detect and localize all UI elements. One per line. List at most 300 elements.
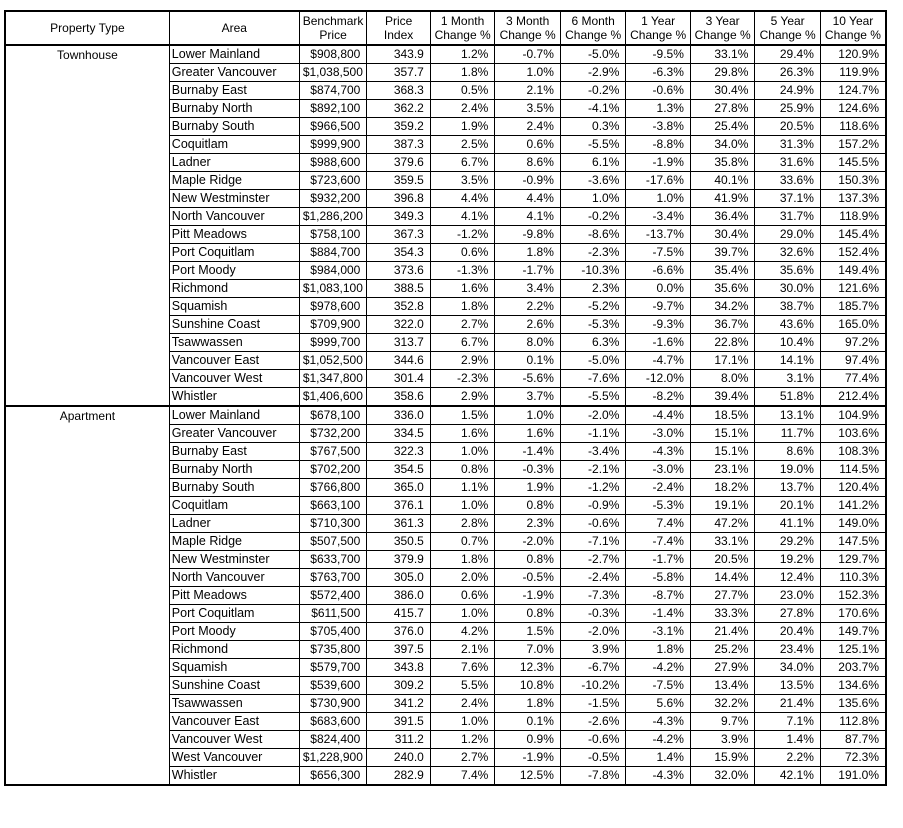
area-cell: Burnaby East	[169, 443, 299, 461]
value-cell: 0.8%	[430, 461, 495, 479]
value-cell: -2.1%	[560, 461, 626, 479]
value-cell: 2.7%	[430, 749, 495, 767]
area-cell: Tsawwassen	[169, 334, 299, 352]
value-cell: $1,083,100	[299, 280, 367, 298]
area-cell: New Westminster	[169, 551, 299, 569]
value-cell: $999,700	[299, 334, 367, 352]
header-price-index: Price Index	[367, 11, 431, 45]
value-cell: 334.5	[367, 425, 431, 443]
value-cell: 25.2%	[690, 641, 755, 659]
value-cell: -7.1%	[560, 533, 626, 551]
value-cell: 8.6%	[495, 154, 561, 172]
value-cell: 387.3	[367, 136, 431, 154]
area-cell: Coquitlam	[169, 497, 299, 515]
value-cell: 27.9%	[690, 659, 755, 677]
value-cell: -10.2%	[560, 677, 626, 695]
value-cell: -5.3%	[560, 316, 626, 334]
value-cell: 110.3%	[820, 569, 886, 587]
value-cell: -4.2%	[626, 731, 691, 749]
value-cell: -4.3%	[626, 713, 691, 731]
value-cell: -5.0%	[560, 45, 626, 64]
value-cell: -7.8%	[560, 767, 626, 786]
value-cell: 14.1%	[755, 352, 821, 370]
value-cell: 14.4%	[690, 569, 755, 587]
value-cell: 358.6	[367, 388, 431, 407]
value-cell: -2.4%	[626, 479, 691, 497]
value-cell: 1.6%	[430, 280, 495, 298]
area-cell: Burnaby South	[169, 479, 299, 497]
value-cell: 349.3	[367, 208, 431, 226]
value-cell: -4.2%	[626, 659, 691, 677]
value-cell: $966,500	[299, 118, 367, 136]
value-cell: 97.2%	[820, 334, 886, 352]
value-cell: 11.7%	[755, 425, 821, 443]
area-cell: Burnaby North	[169, 461, 299, 479]
value-cell: 388.5	[367, 280, 431, 298]
value-cell: 1.2%	[430, 731, 495, 749]
value-cell: 0.1%	[495, 713, 561, 731]
area-cell: Port Coquitlam	[169, 244, 299, 262]
value-cell: 35.6%	[755, 262, 821, 280]
value-cell: 121.6%	[820, 280, 886, 298]
value-cell: 30.0%	[755, 280, 821, 298]
value-cell: 145.5%	[820, 154, 886, 172]
value-cell: 2.5%	[430, 136, 495, 154]
value-cell: $702,200	[299, 461, 367, 479]
value-cell: -5.2%	[560, 298, 626, 316]
value-cell: $1,038,500	[299, 64, 367, 82]
value-cell: 341.2	[367, 695, 431, 713]
value-cell: 305.0	[367, 569, 431, 587]
value-cell: 33.1%	[690, 45, 755, 64]
value-cell: 2.3%	[495, 515, 561, 533]
value-cell: 12.5%	[495, 767, 561, 786]
value-cell: 397.5	[367, 641, 431, 659]
value-cell: 51.8%	[755, 388, 821, 407]
value-cell: 34.0%	[755, 659, 821, 677]
value-cell: 0.7%	[430, 533, 495, 551]
value-cell: 2.1%	[430, 641, 495, 659]
value-cell: 39.7%	[690, 244, 755, 262]
value-cell: -1.6%	[626, 334, 691, 352]
value-cell: 1.3%	[626, 100, 691, 118]
value-cell: 336.0	[367, 406, 431, 425]
area-cell: Port Coquitlam	[169, 605, 299, 623]
value-cell: 17.1%	[690, 352, 755, 370]
value-cell: -0.5%	[495, 569, 561, 587]
value-cell: $999,900	[299, 136, 367, 154]
value-cell: $767,500	[299, 443, 367, 461]
value-cell: 0.6%	[430, 244, 495, 262]
value-cell: 31.6%	[755, 154, 821, 172]
value-cell: $539,600	[299, 677, 367, 695]
value-cell: -0.9%	[495, 172, 561, 190]
value-cell: -0.2%	[560, 208, 626, 226]
value-cell: 344.6	[367, 352, 431, 370]
value-cell: $932,200	[299, 190, 367, 208]
value-cell: $683,600	[299, 713, 367, 731]
value-cell: 368.3	[367, 82, 431, 100]
header-area: Area	[169, 11, 299, 45]
value-cell: -6.3%	[626, 64, 691, 82]
value-cell: 309.2	[367, 677, 431, 695]
value-cell: 170.6%	[820, 605, 886, 623]
value-cell: 13.7%	[755, 479, 821, 497]
value-cell: 2.9%	[430, 352, 495, 370]
value-cell: 1.8%	[430, 298, 495, 316]
area-cell: Vancouver East	[169, 352, 299, 370]
value-cell: -1.4%	[495, 443, 561, 461]
value-cell: 1.8%	[430, 551, 495, 569]
value-cell: 1.9%	[430, 118, 495, 136]
value-cell: 9.7%	[690, 713, 755, 731]
value-cell: $709,900	[299, 316, 367, 334]
value-cell: 41.9%	[690, 190, 755, 208]
value-cell: -2.4%	[560, 569, 626, 587]
value-cell: 77.4%	[820, 370, 886, 388]
value-cell: 25.4%	[690, 118, 755, 136]
value-cell: -1.5%	[560, 695, 626, 713]
value-cell: 20.4%	[755, 623, 821, 641]
value-cell: $874,700	[299, 82, 367, 100]
area-cell: Sunshine Coast	[169, 677, 299, 695]
value-cell: -0.9%	[560, 497, 626, 515]
area-cell: Vancouver West	[169, 370, 299, 388]
value-cell: 23.4%	[755, 641, 821, 659]
value-cell: 1.8%	[430, 64, 495, 82]
value-cell: -0.3%	[560, 605, 626, 623]
value-cell: 3.7%	[495, 388, 561, 407]
value-cell: 124.7%	[820, 82, 886, 100]
value-cell: -0.5%	[560, 749, 626, 767]
value-cell: 47.2%	[690, 515, 755, 533]
value-cell: 7.6%	[430, 659, 495, 677]
area-cell: West Vancouver	[169, 749, 299, 767]
header-5-year-change: 5 Year Change %	[755, 11, 821, 45]
value-cell: -2.3%	[430, 370, 495, 388]
value-cell: 313.7	[367, 334, 431, 352]
value-cell: 25.9%	[755, 100, 821, 118]
value-cell: 311.2	[367, 731, 431, 749]
value-cell: 6.7%	[430, 334, 495, 352]
value-cell: -0.6%	[560, 515, 626, 533]
value-cell: 13.4%	[690, 677, 755, 695]
value-cell: -0.3%	[495, 461, 561, 479]
value-cell: 18.5%	[690, 406, 755, 425]
area-cell: Pitt Meadows	[169, 587, 299, 605]
value-cell: 152.3%	[820, 587, 886, 605]
value-cell: -3.0%	[626, 461, 691, 479]
value-cell: 0.3%	[560, 118, 626, 136]
value-cell: 12.4%	[755, 569, 821, 587]
value-cell: 3.9%	[690, 731, 755, 749]
value-cell: 2.4%	[430, 695, 495, 713]
value-cell: 118.6%	[820, 118, 886, 136]
value-cell: 362.2	[367, 100, 431, 118]
header-benchmark-price: Benchmark Price	[299, 11, 367, 45]
value-cell: -1.9%	[626, 154, 691, 172]
area-cell: Lower Mainland	[169, 45, 299, 64]
value-cell: -7.5%	[626, 244, 691, 262]
value-cell: -12.0%	[626, 370, 691, 388]
header-1-month-change: 1 Month Change %	[430, 11, 495, 45]
value-cell: 282.9	[367, 767, 431, 786]
value-cell: $705,400	[299, 623, 367, 641]
value-cell: -8.6%	[560, 226, 626, 244]
header-row	[5, 11, 886, 45]
value-cell: 19.1%	[690, 497, 755, 515]
value-cell: 103.6%	[820, 425, 886, 443]
value-cell: 357.7	[367, 64, 431, 82]
value-cell: -3.0%	[626, 425, 691, 443]
value-cell: 27.8%	[690, 100, 755, 118]
area-cell: Maple Ridge	[169, 172, 299, 190]
value-cell: 32.0%	[690, 767, 755, 786]
value-cell: 87.7%	[820, 731, 886, 749]
value-cell: 10.8%	[495, 677, 561, 695]
value-cell: $908,800	[299, 45, 367, 64]
value-cell: 137.3%	[820, 190, 886, 208]
value-cell: 386.0	[367, 587, 431, 605]
value-cell: -9.8%	[495, 226, 561, 244]
area-cell: Richmond	[169, 280, 299, 298]
value-cell: 3.4%	[495, 280, 561, 298]
value-cell: 38.7%	[755, 298, 821, 316]
value-cell: -3.4%	[560, 443, 626, 461]
value-cell: 22.8%	[690, 334, 755, 352]
value-cell: $824,400	[299, 731, 367, 749]
area-cell: Whistler	[169, 767, 299, 786]
value-cell: 42.1%	[755, 767, 821, 786]
value-cell: -1.3%	[430, 262, 495, 280]
value-cell: 1.6%	[430, 425, 495, 443]
value-cell: 1.8%	[495, 244, 561, 262]
header-3-month-change: 3 Month Change %	[495, 11, 561, 45]
area-cell: Tsawwassen	[169, 695, 299, 713]
value-cell: -2.7%	[560, 551, 626, 569]
header-6-month-change: 6 Month Change %	[560, 11, 626, 45]
value-cell: 149.0%	[820, 515, 886, 533]
value-cell: 23.0%	[755, 587, 821, 605]
value-cell: 37.1%	[755, 190, 821, 208]
value-cell: 203.7%	[820, 659, 886, 677]
value-cell: -1.9%	[495, 587, 561, 605]
value-cell: 2.4%	[430, 100, 495, 118]
value-cell: $1,052,500	[299, 352, 367, 370]
value-cell: -5.3%	[626, 497, 691, 515]
value-cell: 2.2%	[495, 298, 561, 316]
section-apartment	[5, 406, 886, 785]
value-cell: 40.1%	[690, 172, 755, 190]
value-cell: 1.4%	[626, 749, 691, 767]
value-cell: $1,406,600	[299, 388, 367, 407]
value-cell: 33.1%	[690, 533, 755, 551]
value-cell: 2.0%	[430, 569, 495, 587]
value-cell: -1.7%	[626, 551, 691, 569]
value-cell: 322.3	[367, 443, 431, 461]
value-cell: -13.7%	[626, 226, 691, 244]
value-cell: 8.0%	[495, 334, 561, 352]
value-cell: 0.9%	[495, 731, 561, 749]
value-cell: 33.6%	[755, 172, 821, 190]
value-cell: 1.0%	[430, 713, 495, 731]
value-cell: 43.6%	[755, 316, 821, 334]
value-cell: 2.2%	[755, 749, 821, 767]
value-cell: 1.9%	[495, 479, 561, 497]
value-cell: 39.4%	[690, 388, 755, 407]
benchmark-table-container	[4, 10, 887, 786]
value-cell: 119.9%	[820, 64, 886, 82]
value-cell: $732,200	[299, 425, 367, 443]
value-cell: 35.8%	[690, 154, 755, 172]
value-cell: -3.6%	[560, 172, 626, 190]
value-cell: 4.4%	[430, 190, 495, 208]
value-cell: 104.9%	[820, 406, 886, 425]
value-cell: 30.4%	[690, 226, 755, 244]
value-cell: 120.9%	[820, 45, 886, 64]
value-cell: -7.4%	[626, 533, 691, 551]
area-cell: Richmond	[169, 641, 299, 659]
value-cell: 2.1%	[495, 82, 561, 100]
value-cell: 1.1%	[430, 479, 495, 497]
value-cell: 15.1%	[690, 443, 755, 461]
value-cell: $678,100	[299, 406, 367, 425]
area-cell: Greater Vancouver	[169, 425, 299, 443]
value-cell: 24.9%	[755, 82, 821, 100]
value-cell: $1,228,900	[299, 749, 367, 767]
value-cell: 379.6	[367, 154, 431, 172]
value-cell: 367.3	[367, 226, 431, 244]
value-cell: 7.4%	[626, 515, 691, 533]
area-cell: Lower Mainland	[169, 406, 299, 425]
value-cell: 376.0	[367, 623, 431, 641]
value-cell: -2.0%	[560, 623, 626, 641]
value-cell: 0.5%	[430, 82, 495, 100]
value-cell: 6.1%	[560, 154, 626, 172]
value-cell: 4.4%	[495, 190, 561, 208]
value-cell: -2.0%	[495, 533, 561, 551]
value-cell: 135.6%	[820, 695, 886, 713]
value-cell: 114.5%	[820, 461, 886, 479]
header-property-type: Property Type	[5, 11, 169, 45]
value-cell: $656,300	[299, 767, 367, 786]
value-cell: 4.1%	[430, 208, 495, 226]
value-cell: 3.5%	[495, 100, 561, 118]
value-cell: 149.7%	[820, 623, 886, 641]
value-cell: 29.2%	[755, 533, 821, 551]
value-cell: 7.1%	[755, 713, 821, 731]
value-cell: 359.2	[367, 118, 431, 136]
value-cell: 3.1%	[755, 370, 821, 388]
value-cell: 13.5%	[755, 677, 821, 695]
value-cell: 359.5	[367, 172, 431, 190]
value-cell: -8.7%	[626, 587, 691, 605]
value-cell: 322.0	[367, 316, 431, 334]
value-cell: 15.1%	[690, 425, 755, 443]
header-1-year-change: 1 Year Change %	[626, 11, 691, 45]
value-cell: 19.0%	[755, 461, 821, 479]
value-cell: -3.4%	[626, 208, 691, 226]
area-cell: Port Moody	[169, 623, 299, 641]
area-cell: Squamish	[169, 298, 299, 316]
table-header	[5, 11, 886, 45]
area-cell: North Vancouver	[169, 208, 299, 226]
value-cell: 1.0%	[495, 64, 561, 82]
value-cell: 35.6%	[690, 280, 755, 298]
value-cell: 19.2%	[755, 551, 821, 569]
area-cell: Port Moody	[169, 262, 299, 280]
value-cell: 134.6%	[820, 677, 886, 695]
value-cell: 125.1%	[820, 641, 886, 659]
header-3-year-change: 3 Year Change %	[690, 11, 755, 45]
value-cell: 343.8	[367, 659, 431, 677]
value-cell: -7.6%	[560, 370, 626, 388]
value-cell: 112.8%	[820, 713, 886, 731]
value-cell: 21.4%	[690, 623, 755, 641]
value-cell: 7.4%	[430, 767, 495, 786]
value-cell: 7.0%	[495, 641, 561, 659]
value-cell: 0.0%	[626, 280, 691, 298]
value-cell: 2.6%	[495, 316, 561, 334]
value-cell: 26.3%	[755, 64, 821, 82]
value-cell: $763,700	[299, 569, 367, 587]
value-cell: 396.8	[367, 190, 431, 208]
value-cell: $730,900	[299, 695, 367, 713]
value-cell: -0.6%	[560, 731, 626, 749]
value-cell: $758,100	[299, 226, 367, 244]
value-cell: 27.7%	[690, 587, 755, 605]
value-cell: 4.1%	[495, 208, 561, 226]
area-cell: Greater Vancouver	[169, 64, 299, 82]
value-cell: $572,400	[299, 587, 367, 605]
value-cell: 10.4%	[755, 334, 821, 352]
value-cell: -5.0%	[560, 352, 626, 370]
value-cell: 1.0%	[430, 443, 495, 461]
value-cell: 1.8%	[626, 641, 691, 659]
value-cell: 27.8%	[755, 605, 821, 623]
value-cell: -3.8%	[626, 118, 691, 136]
value-cell: $723,600	[299, 172, 367, 190]
value-cell: 108.3%	[820, 443, 886, 461]
value-cell: $892,100	[299, 100, 367, 118]
value-cell: 350.5	[367, 533, 431, 551]
value-cell: $710,300	[299, 515, 367, 533]
value-cell: -4.3%	[626, 767, 691, 786]
value-cell: 185.7%	[820, 298, 886, 316]
value-cell: -9.7%	[626, 298, 691, 316]
area-cell: Squamish	[169, 659, 299, 677]
value-cell: -5.8%	[626, 569, 691, 587]
value-cell: 152.4%	[820, 244, 886, 262]
value-cell: 2.3%	[560, 280, 626, 298]
value-cell: -2.9%	[560, 64, 626, 82]
value-cell: -4.4%	[626, 406, 691, 425]
value-cell: 240.0	[367, 749, 431, 767]
value-cell: 1.0%	[626, 190, 691, 208]
value-cell: -10.3%	[560, 262, 626, 280]
value-cell: $766,800	[299, 479, 367, 497]
value-cell: 30.4%	[690, 82, 755, 100]
value-cell: -3.1%	[626, 623, 691, 641]
area-cell: Ladner	[169, 515, 299, 533]
value-cell: 12.3%	[495, 659, 561, 677]
value-cell: -1.4%	[626, 605, 691, 623]
value-cell: $988,600	[299, 154, 367, 172]
value-cell: 35.4%	[690, 262, 755, 280]
value-cell: 150.3%	[820, 172, 886, 190]
area-cell: North Vancouver	[169, 569, 299, 587]
value-cell: 32.2%	[690, 695, 755, 713]
